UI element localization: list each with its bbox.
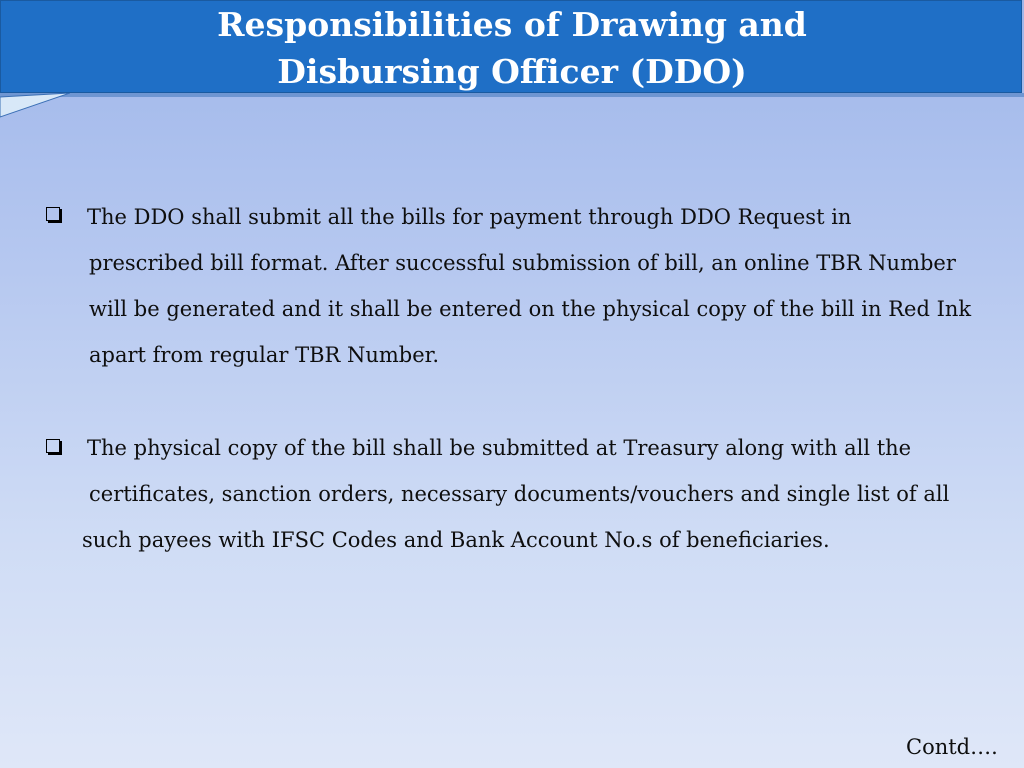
swoosh-decoration-icon [0, 93, 70, 118]
bullet-1-line-3: will be generated and it shall be entered on the physical copy of the bill in Red Ink [89, 297, 972, 321]
bullet-1-line-2: prescribed bill format. After successful submission of bill, an online TBR Number [89, 251, 956, 275]
bullet-2-line-2: certificates, sanction orders, necessary documents/vouchers and single list of all [89, 482, 950, 506]
hollow-square-bullet-icon [46, 439, 60, 453]
slide-title-line-2: Disbursing Officer (DDO) [277, 52, 747, 91]
bullet-1-line-1: The DDO shall submit all the bills for payment through DDO Request in [87, 205, 852, 229]
slide-title-line-1: Responsibilities of Drawing and [217, 5, 807, 44]
bullet-1-line-4: apart from regular TBR Number. [89, 343, 440, 367]
bullet-2-line-1: The physical copy of the bill shall be submitted at Treasury along with all the [87, 436, 912, 460]
continued-label: Contd…. [906, 735, 998, 759]
bullet-2-line-3: such payees with IFSC Codes and Bank Account No.s of beneficiaries. [82, 528, 830, 552]
title-shadow [0, 93, 1024, 97]
hollow-square-bullet-icon [46, 207, 60, 221]
title-bar [0, 0, 1022, 93]
